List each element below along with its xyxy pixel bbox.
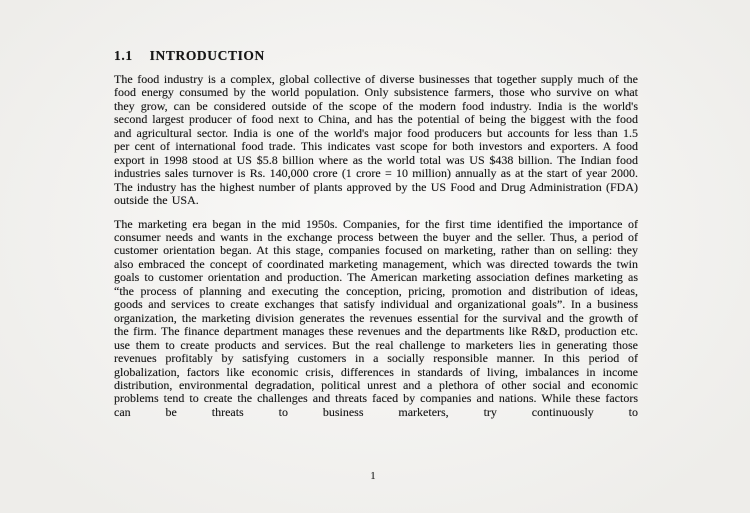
paragraph-intro-food-industry: The food industry is a complex, global collective of diverse businesses that together supply much of the food energy consumed by the world population. Only subsistence farmers, those who survive on what they grow, can be considered outside of the scope of the modern food industry. India is the world's second largest producer of food next to China, and has the potential of being the biggest with the food and agricultural sector. India is one of the world's major food producers but accounts for less than 1.5 per cent of international food trade. This indicates vast scope for both investors and exporters. A food export in 1998 stood at US $5.8 billion where as the world total was US $438 billion. The Indian food industries sales turnover is Rs. 140,000 crore (1 crore = 10 million) annually as at the start of year 2000. The industry has the highest number of plants approved by the US Food and Drug Administration (FDA) outside the USA.: [114, 72, 638, 208]
section-heading: [114, 47, 638, 64]
page-number: 1: [370, 471, 376, 482]
section-number: 1.1: [114, 48, 133, 63]
page-content: [114, 47, 638, 419]
paragraph-marketing-era: The marketing era began in the mid 1950s. Companies, for the first time identified the importance of consumer needs and wants in the exchange process between the buyer and the seller. Thus, a period of customer orientation began. At this stage, companies focused on marketing, rather than on selling: they also embraced the concept of coordinated marketing management, which was directed towards the twin goals to customer orientation and production. The American marketing association defines marketing as “the process of planning and executing the conception, pricing, promotion and distribution of ideas, goods and services to create exchanges that satisfy individual and organizational goals”. In a business organization, the marketing division generates the revenues essential for the survival and the growth of the firm. The finance department manages these revenues and the departments like R&D, production etc. use them to create products and services. But the real challenge to marketers lies in generating those revenues profitably by satisfying customers in a socially responsible manner. In this period of globalization, factors like economic crisis, differences in standards of living, imbalances in income distribution, environmental degradation, political unrest and a plethora of other social and economic problems tend to create the challenges and threats faced by companies and nations. While these factors can be threats to business marketers, try continuously to: [114, 216, 638, 419]
section-title: INTRODUCTION: [149, 48, 265, 63]
